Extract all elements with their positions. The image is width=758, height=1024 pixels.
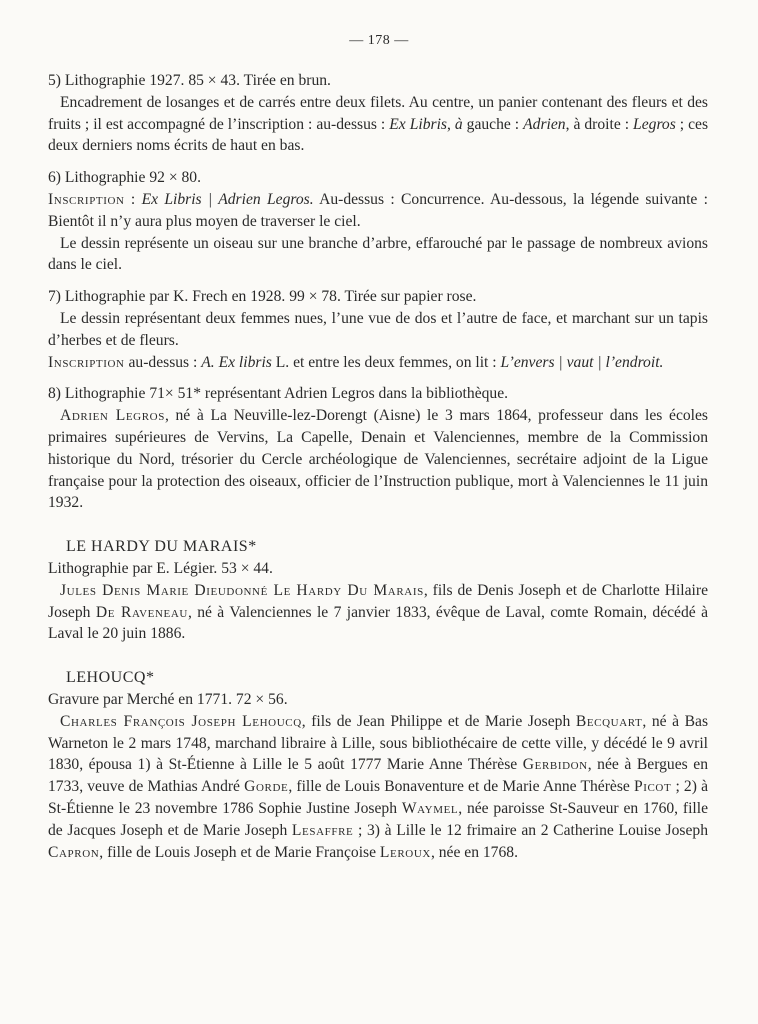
section-title-lehoucq: LEHOUCQ* xyxy=(66,669,155,687)
hardy-bio: Jules Denis Marie Dieudonné Le Hardy Du Marais, fils de Denis Joseph et de Charlotte Hilaire Joseph De Raveneau, né à Valenciennes le 7 janvier 1833, évêque de Laval, comte Romain, décédé à Laval le 20 juin 1886. xyxy=(48,581,708,643)
entry-8-head: 8) Lithographie 71× 51* représentant Adrien Legros dans la bibliothèque. xyxy=(48,385,509,403)
lehoucq-sub: Gravure par Merché en 1771. 72 × 56. xyxy=(48,690,288,708)
entry-8-bio: Adrien Legros, né à La Neuville-lez-Dorengt (Aisne) le 3 mars 1864, professeur dans les écoles primaires supérieures de Vervins, La Capelle, Denain et Valenciennes, membre de la Commission historique du Nord, trésorier du Cercle archéologique de Valenciennes, secrétaire adjoint de la Ligue française pour la protection des oiseaux, officier de l’Instruction publique, mort à Valenciennes le 11 juin 1932. xyxy=(48,407,708,512)
section-title-hardy: LE HARDY DU MARAIS* xyxy=(66,538,257,556)
hardy-sub: Lithographie par E. Légier. 53 × 44. xyxy=(48,559,273,577)
entry-7-head: 7) Lithographie par K. Frech en 1928. 99 × 78. Tirée sur papier rose. xyxy=(48,288,477,306)
entries-column xyxy=(48,70,708,863)
lehoucq-bio: Charles François Joseph Lehoucq, fils de Jean Philippe et de Marie Joseph Becquart, né à Bas Warneton le 2 mars 1748, marchand libraire à Lille, sous bibliothécaire de cette ville, y décédé le 9 avril 1830, épousa 1) à St-Étienne à Lille le 5 août 1777 Marie Anne Thérèse Gerbidon, née à Bergues en 1733, veuve de Mathias André Gorde, fille de Louis Bonaventure et de Marie Anne Thérèse Picot ; 2) à St-Étienne le 23 novembre 1786 Sophie Justine Joseph Waymel, née paroisse St-Sauveur en 1760, fille de Jacques Joseph et de Marie Joseph Lesaffre ; 3) à Lille le 12 frimaire an 2 Catherine Louise Joseph Capron, fille de Louis Joseph et de Marie Françoise Leroux, née en 1768. xyxy=(48,712,709,861)
entry-6-desc: Le dessin représente un oiseau sur une branche d’arbre, effarouché par le passage de nombreux avions dans le ciel. xyxy=(48,234,708,274)
entry-7-inscription: Inscription au-dessus : A. Ex libris L. et entre les deux femmes, on lit : L’envers | vaut | l’endroit. xyxy=(48,353,664,371)
entry-7-desc: Le dessin représentant deux femmes nues, l’une vue de dos et l’autre de face, et marchant sur un tapis d’herbes et de fleurs. xyxy=(48,309,708,349)
entry-5-head: 5) Lithographie 1927. 85 × 43. Tirée en brun. xyxy=(48,72,331,89)
page-number: — 178 — xyxy=(349,33,409,48)
entry-5-desc: Encadrement de losanges et de carrés entre deux filets. Au centre, un panier contenant des fleurs et des fruits ; il est accompagné de l’inscription : au-dessus : Ex Libris, à gauche : Adrien, à droite : Legros ; ces deux derniers noms écrits de haut en bas. xyxy=(48,93,709,155)
entry-6-inscription: Inscription : Ex Libris | Adrien Legros. Au-dessus : Concurrence. Au-dessous, la légende suivante : Bientôt il n’y aura plus moyen de traverser le ciel. xyxy=(48,190,708,230)
entry-6-head: 6) Lithographie 92 × 80. xyxy=(48,169,202,187)
